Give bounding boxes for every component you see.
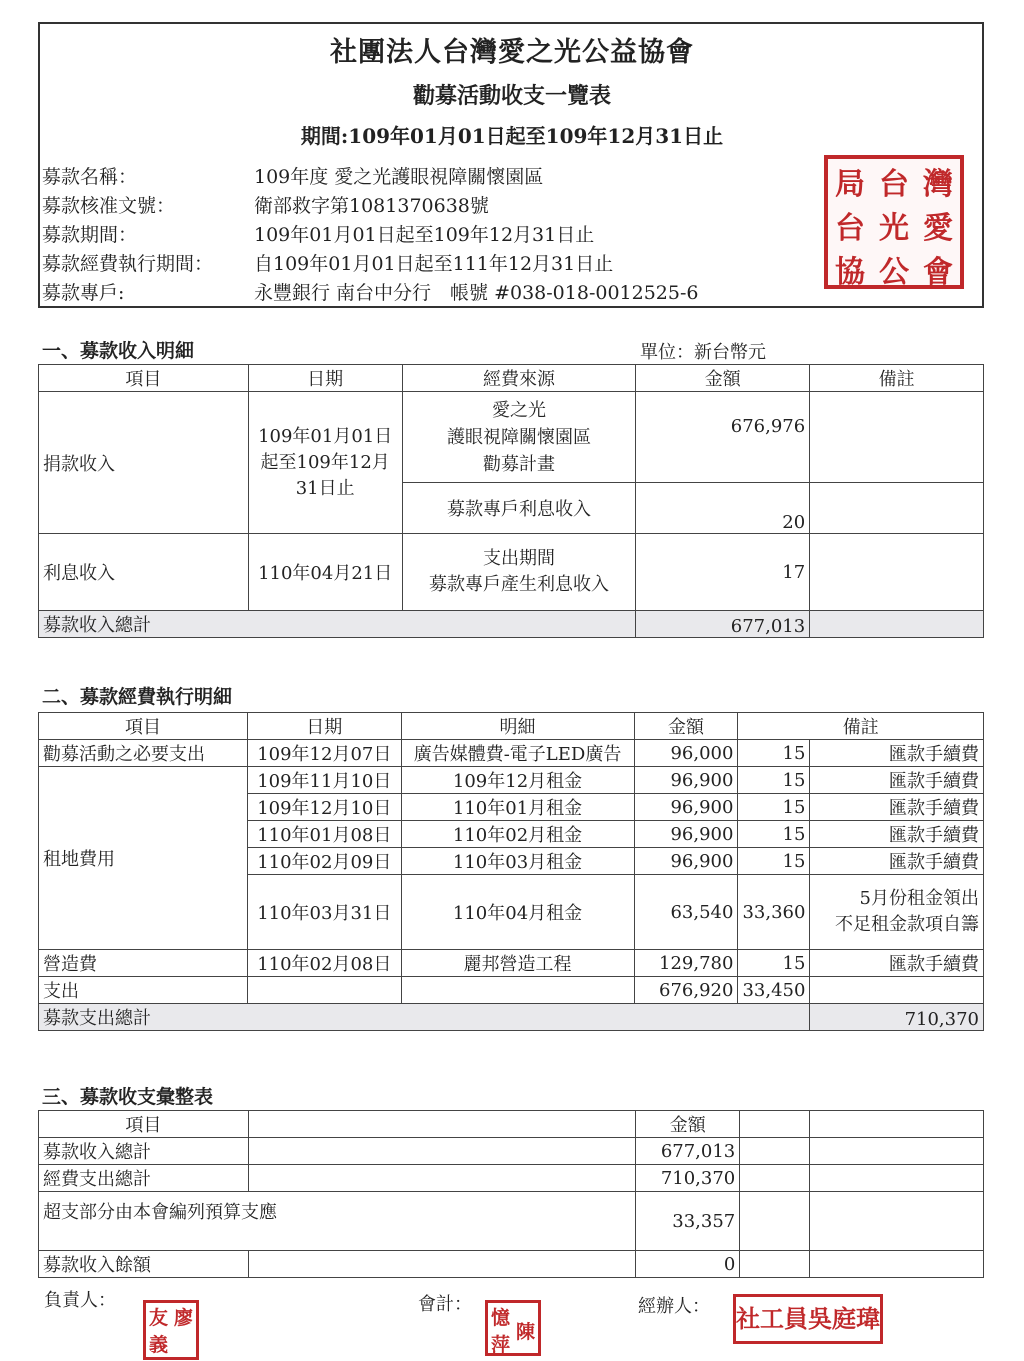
table-row xyxy=(39,1192,984,1251)
info-label-approval: 募款核准文號： xyxy=(42,195,176,217)
seal-char: 公 xyxy=(879,255,909,290)
note-cell xyxy=(810,611,984,638)
empty-cell xyxy=(248,1138,636,1165)
interest-source: 募款專戶利息收入 xyxy=(402,483,636,534)
col-header: 項目 xyxy=(39,365,249,392)
empty-cell xyxy=(740,1165,810,1192)
accountant-stamp xyxy=(485,1300,541,1356)
source-line: 支出期間 xyxy=(482,548,555,569)
note-cell xyxy=(810,392,984,483)
col-header: 日期 xyxy=(248,365,402,392)
expense-detail: 110年02月租金 xyxy=(401,821,634,848)
col-header: 日期 xyxy=(248,713,401,740)
note-cell xyxy=(810,483,984,534)
table-header-row xyxy=(39,713,984,740)
table-row xyxy=(39,392,984,483)
table-header-row xyxy=(39,1111,984,1138)
report-subtitle: 勸募活動收支一覽表 xyxy=(412,83,611,109)
col-header: 備註 xyxy=(738,713,984,740)
principal-label: 負責人： xyxy=(44,1290,116,1311)
empty-cell xyxy=(810,977,984,1004)
info-label-account: 募款專戶: xyxy=(42,282,125,304)
expense-section-title: 二、募款經費執行明細 xyxy=(42,686,233,708)
expense-item: 勸募活動之必要支出 xyxy=(39,740,248,767)
expense-note: 匯款手續費 xyxy=(810,740,984,767)
note-line: 不足租金款項自籌 xyxy=(835,914,979,935)
info-label-period: 募款期間： xyxy=(42,224,138,246)
expense-note: 匯款手續費 xyxy=(810,767,984,794)
report-period: 期間:109年01月01日起至109年12月31日止 xyxy=(300,124,724,148)
spend-amount: 676,920 xyxy=(634,977,738,1004)
empty-cell xyxy=(810,1111,984,1138)
summary-amount: 0 xyxy=(636,1251,740,1278)
col-header: 經費來源 xyxy=(402,365,636,392)
principal-stamp xyxy=(143,1300,199,1360)
expense-amount: 96,900 xyxy=(634,794,738,821)
expense-date: 109年12月10日 xyxy=(248,794,401,821)
col-header: 金額 xyxy=(636,365,810,392)
income-total: 677,013 xyxy=(636,611,810,638)
expense-date: 110年01月08日 xyxy=(248,821,401,848)
seal-char: 會 xyxy=(923,255,953,290)
note-line: 5月份租金領出 xyxy=(859,888,979,909)
summary-label: 經費支出總計 xyxy=(39,1165,249,1192)
summary-section-title: 三、募款收支彙整表 xyxy=(42,1086,214,1108)
income-total-label: 募款收入總計 xyxy=(39,611,636,638)
donation-source xyxy=(402,392,636,483)
expense-fee: 15 xyxy=(738,848,810,875)
empty-cell xyxy=(740,1251,810,1278)
expense-fee: 33,360 xyxy=(738,875,810,950)
interest2-source xyxy=(402,534,636,611)
expense-note: 匯款手續費 xyxy=(810,950,984,977)
date-line: 起至109年12月 xyxy=(260,451,390,473)
empty-cell xyxy=(740,1138,810,1165)
interest-date: 110年04月21日 xyxy=(248,534,402,611)
expense-note: 匯款手續費 xyxy=(810,848,984,875)
summary-label: 超支部分由本會編列預算支應 xyxy=(39,1192,636,1251)
stamp-char: 憶 xyxy=(490,1307,510,1329)
col-header: 項目 xyxy=(39,1111,249,1138)
empty-cell xyxy=(248,1111,636,1138)
info-value-name: 109年度 愛之光護眼視障關懷園區 xyxy=(254,166,544,188)
source-line: 護眼視障關懷園區 xyxy=(446,426,591,448)
table-row xyxy=(39,534,984,611)
handler-label: 經辦人： xyxy=(638,1296,710,1317)
expense-fee: 15 xyxy=(738,950,810,977)
empty-cell xyxy=(810,1165,984,1192)
seal-char: 愛 xyxy=(923,211,953,246)
spend-label: 支出 xyxy=(39,977,248,1004)
expense-amount: 96,900 xyxy=(634,767,738,794)
source-line: 勸募計畫 xyxy=(482,453,555,475)
interest-amount: 20 xyxy=(636,483,810,534)
org-seal xyxy=(824,155,964,289)
income-table xyxy=(38,364,984,638)
stamp-char: 友 xyxy=(148,1307,168,1329)
expense-amount: 96,900 xyxy=(634,848,738,875)
empty-cell xyxy=(810,1251,984,1278)
handler-stamp: 社工員吳庭瑋 xyxy=(733,1294,883,1344)
summary-table xyxy=(38,1110,984,1278)
table-row xyxy=(39,950,984,977)
table-header-row xyxy=(39,365,984,392)
date-line: 31日止 xyxy=(295,477,355,499)
seal-char: 台 xyxy=(879,167,909,202)
source-line: 愛之光 xyxy=(491,399,546,421)
info-value-exec-period: 自109年01月01日起至111年12月31日止 xyxy=(254,253,614,275)
expense-detail: 廣告媒體費-電子LED廣告 xyxy=(401,740,634,767)
expense-fee: 15 xyxy=(738,740,810,767)
seal-char: 台 xyxy=(835,211,865,246)
date-line: 109年01月01日 xyxy=(258,425,393,447)
expense-fee: 15 xyxy=(738,821,810,848)
rent-label: 租地費用 xyxy=(39,767,248,950)
col-header: 明細 xyxy=(401,713,634,740)
expense-detail: 109年12月租金 xyxy=(401,767,634,794)
note-cell xyxy=(810,534,984,611)
expense-amount: 96,900 xyxy=(634,821,738,848)
expense-fee: 15 xyxy=(738,794,810,821)
empty-cell xyxy=(401,977,634,1004)
summary-amount: 677,013 xyxy=(636,1138,740,1165)
donation-date xyxy=(248,392,402,534)
empty-cell xyxy=(248,1165,636,1192)
expense-date: 110年03月31日 xyxy=(248,875,401,950)
summary-label: 募款收入總計 xyxy=(39,1138,249,1165)
total-row xyxy=(39,611,984,638)
expense-table xyxy=(38,712,984,1031)
empty-cell xyxy=(248,977,401,1004)
empty-cell xyxy=(740,1111,810,1138)
summary-amount: 710,370 xyxy=(636,1165,740,1192)
spend-fee: 33,450 xyxy=(738,977,810,1004)
expense-date: 110年02月08日 xyxy=(248,950,401,977)
table-row xyxy=(39,1251,984,1278)
stamp-char: 義 xyxy=(148,1334,168,1356)
expense-total: 710,370 xyxy=(810,1004,984,1031)
total-row xyxy=(39,1004,984,1031)
seal-char: 灣 xyxy=(923,167,953,202)
accountant-label: 會計： xyxy=(418,1294,472,1315)
unit-label: 單位：新台幣元 xyxy=(640,342,766,363)
build-label: 營造費 xyxy=(39,950,248,977)
donation-label: 捐款收入 xyxy=(39,392,249,534)
table-row xyxy=(39,1165,984,1192)
table-row xyxy=(39,1138,984,1165)
expense-detail: 110年03月租金 xyxy=(401,848,634,875)
empty-cell xyxy=(248,1251,636,1278)
income-section-title: 一、募款收入明細 xyxy=(42,340,195,362)
expense-note: 匯款手續費 xyxy=(810,821,984,848)
org-name: 社團法人台灣愛之光公益協會 xyxy=(330,37,694,68)
expense-amount: 129,780 xyxy=(634,950,738,977)
info-label-name: 募款名稱： xyxy=(42,166,138,188)
empty-cell xyxy=(810,1138,984,1165)
expense-date: 109年12月07日 xyxy=(248,740,401,767)
expense-amount: 63,540 xyxy=(634,875,738,950)
stamp-char: 萍 xyxy=(490,1334,510,1356)
stamp-char: 陳 xyxy=(515,1320,535,1343)
seal-char: 光 xyxy=(879,211,909,246)
summary-amount: 33,357 xyxy=(636,1192,740,1251)
interest-label: 利息收入 xyxy=(39,534,249,611)
table-row xyxy=(39,740,984,767)
empty-cell xyxy=(810,1192,984,1251)
expense-fee: 15 xyxy=(738,767,810,794)
interest2-amount: 17 xyxy=(636,534,810,611)
info-value-account: 永豐銀行 南台中分行 帳號 #038-018-0012525-6 xyxy=(254,282,699,304)
info-value-approval: 衛部救字第1081370638號 xyxy=(254,195,489,217)
col-header: 金額 xyxy=(634,713,738,740)
info-value-period: 109年01月01日起至109年12月31日止 xyxy=(254,224,595,246)
expense-detail: 110年01月租金 xyxy=(401,794,634,821)
seal-char: 局 xyxy=(835,167,865,202)
expense-date: 109年11月10日 xyxy=(248,767,401,794)
table-row xyxy=(39,767,984,794)
seal-char: 協 xyxy=(835,255,865,290)
expense-note: 匯款手續費 xyxy=(810,794,984,821)
expense-amount: 96,000 xyxy=(634,740,738,767)
col-header: 金額 xyxy=(636,1111,740,1138)
col-header: 備註 xyxy=(810,365,984,392)
expense-total-label: 募款支出總計 xyxy=(39,1004,810,1031)
expense-date: 110年02月09日 xyxy=(248,848,401,875)
expense-note xyxy=(810,875,984,950)
source-line: 募款專戶產生利息收入 xyxy=(428,574,609,595)
table-row xyxy=(39,977,984,1004)
col-header: 項目 xyxy=(39,713,248,740)
expense-detail: 110年04月租金 xyxy=(401,875,634,950)
info-label-exec-period: 募款經費執行期間： xyxy=(42,253,214,275)
donation-amount: 676,976 xyxy=(636,392,810,483)
summary-label: 募款收入餘額 xyxy=(39,1251,249,1278)
empty-cell xyxy=(740,1192,810,1251)
expense-detail: 麗邦營造工程 xyxy=(401,950,634,977)
stamp-char: 廖 xyxy=(173,1307,193,1329)
